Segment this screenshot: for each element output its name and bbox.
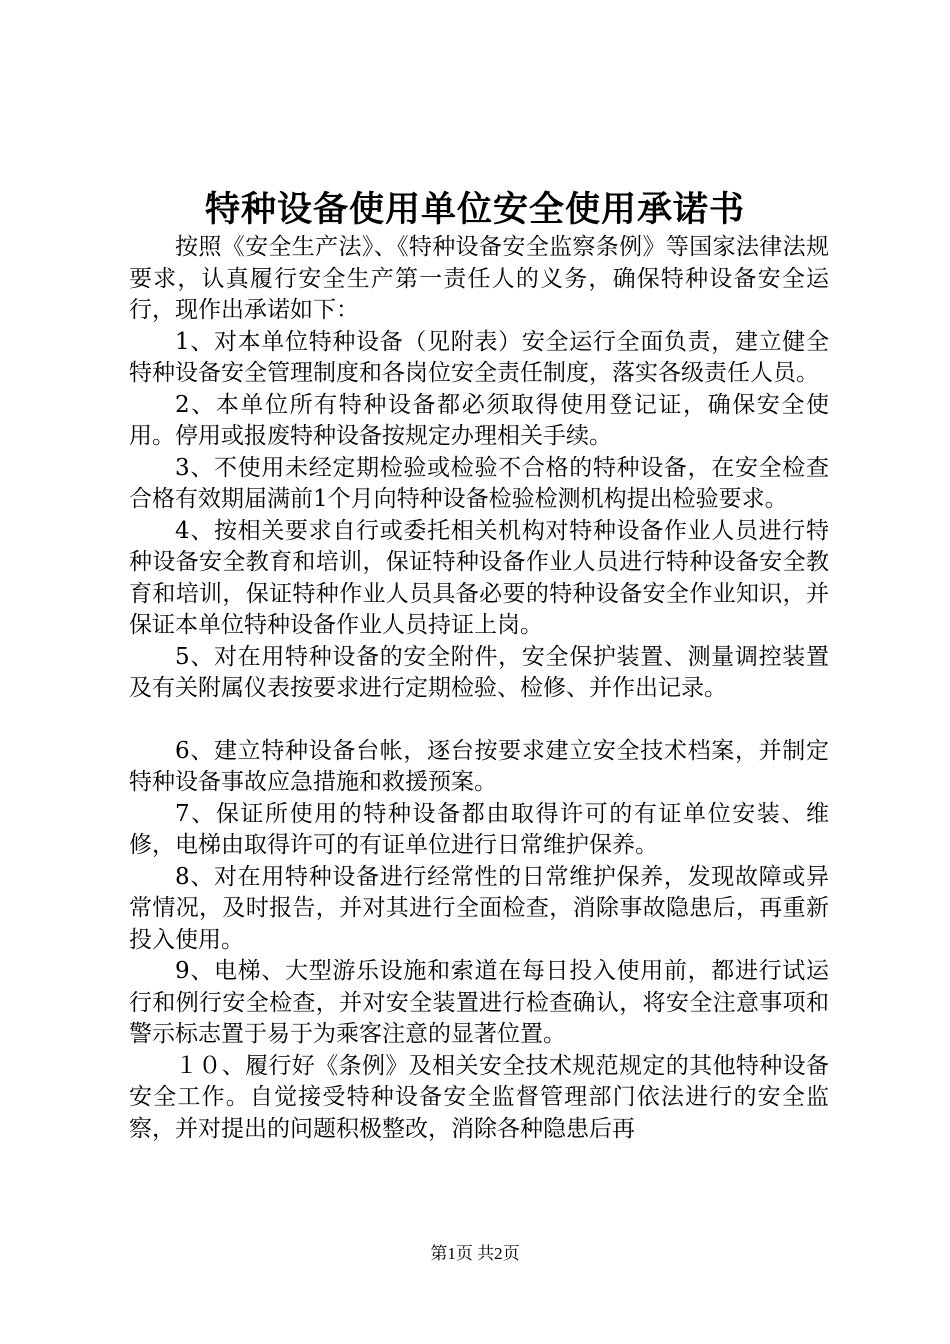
paragraph-item-2: 2、本单位所有特种设备都必须取得使用登记证，确保安全使用。停用或报废特种设备按规定办理相关手续。 xyxy=(129,391,829,449)
paragraph-item-9: 9、电梯、大型游乐设施和索道在每日投入使用前，都进行试运行和例行安全检查，并对安全装置进行检查确认，将安全注意事项和警示标志置于易于为乘客注意的显著位置。 xyxy=(129,958,829,1047)
paragraph-item-6: 6、建立特种设备台帐，逐台按要求建立安全技术档案，并制定特种设备事故应急措施和救援预案。 xyxy=(129,737,829,795)
paragraph-item-5: 5、对在用特种设备的安全附件，安全保护装置、测量调控装置及有关附属仪表按要求进行定期检验、检修、并作出记录。 xyxy=(129,643,829,701)
page-footer xyxy=(0,1242,950,1266)
paragraph-intro: 按照《安全生产法》、《特种设备安全监察条例》等国家法律法规要求，认真履行安全生产第一责任人的义务，确保特种设备安全运行，现作出承诺如下： xyxy=(129,234,829,323)
paragraph-item-8: 8、对在用特种设备进行经常性的日常维护保养，发现故障或异常情况，及时报告，并对其进行全面检查，消除事故隐患后，再重新投入使用。 xyxy=(129,863,829,953)
paragraph-item-7: 7、保证所使用的特种设备都由取得许可的有证单位安装、维修，电梯由取得许可的有证单位进行日常维护保养。 xyxy=(129,800,829,858)
paragraph-item-3: 3、不使用未经定期检验或检验不合格的特种设备，在安全检查合格有效期届满前1个月向特种设备检验检测机构提出检验要求。 xyxy=(129,454,829,512)
page-number-indicator: 第1页 共2页 xyxy=(430,1244,520,1263)
document-title: 特种设备使用单位安全使用承诺书 xyxy=(204,189,745,230)
document-body xyxy=(129,232,829,1145)
paragraph-item-4: 4、按相关要求自行或委托相关机构对特种设备作业人员进行特种设备安全教育和培训，保证特种设备作业人员进行特种设备安全教育和培训，保证特种作业人员具备必要的特种设备安全作业知识，并保证本单位特种设备作业人员持证上岗。 xyxy=(129,517,829,638)
paragraph-item-10: １０、履行好《条例》及相关安全技术规范规定的其他特种设备安全工作。自觉接受特种设备安全监督管理部门依法进行的安全监察，并对提出的问题积极整改，消除各种隐患后再 xyxy=(129,1052,829,1142)
paragraph-item-1: 1、对本单位特种设备（见附表）安全运行全面负责，建立健全特种设备安全管理制度和各岗位安全责任制度，落实各级责任人员。 xyxy=(129,328,829,386)
